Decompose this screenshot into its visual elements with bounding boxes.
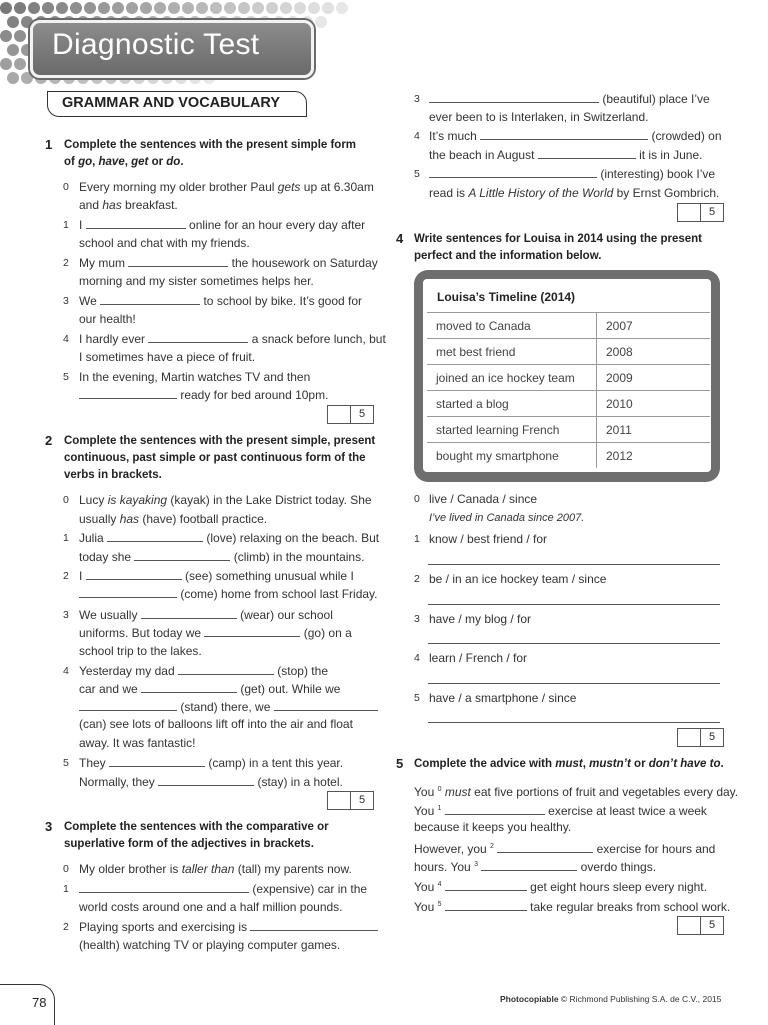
ex1-item-0-cont: and has breakfast. — [79, 198, 178, 212]
decor-dot — [238, 2, 250, 14]
decor-dot — [42, 2, 54, 14]
timeline-title: Louisa’s Timeline (2014) — [437, 290, 576, 304]
decor-dot — [252, 2, 264, 14]
decor-dot — [294, 2, 306, 14]
decor-dot — [98, 2, 110, 14]
item-number: 3 — [414, 613, 420, 625]
decor-dot — [168, 2, 180, 14]
decor-dot — [56, 2, 68, 14]
ex1-item-5-cont: ready for bed around 10pm. — [79, 386, 328, 404]
exercise-3-instruction: Complete the sentences with the comparative or superlative form of the adjectives in brackets. — [64, 821, 329, 850]
ex5-line-3: hours. You $^3$ overdo things. — [414, 860, 657, 874]
ex2-item-3: We usually (wear) our school — [79, 608, 333, 622]
score-input[interactable] — [327, 405, 351, 424]
item-number: 1 — [63, 883, 69, 895]
score-input[interactable] — [677, 916, 701, 935]
ex2-item-5: They (camp) in a tent this year. — [79, 756, 344, 770]
answer-blank[interactable] — [158, 773, 254, 786]
answer-blank[interactable] — [274, 698, 378, 711]
copyright-footer: Photocopiable © Richmond Publishing S.A. de C.V., 2015 — [500, 994, 722, 1004]
answer-line[interactable] — [428, 604, 720, 605]
ex2-item-4: Yesterday my dad (stop) the — [79, 664, 328, 678]
ex1-item-3-cont: our health! — [79, 312, 136, 326]
decor-dot — [140, 2, 152, 14]
ex1-item-0: Every morning my older brother Paul gets up at 6.30am — [79, 180, 374, 194]
decor-dot — [308, 2, 320, 14]
answer-blank[interactable] — [128, 254, 228, 267]
table-row: started learning French 2011 — [427, 417, 710, 443]
answer-blank[interactable] — [107, 529, 203, 542]
page-title: Diagnostic Test — [52, 28, 260, 61]
ex1-item-5: In the evening, Martin watches TV and then — [79, 370, 311, 384]
item-number: 2 — [63, 257, 69, 269]
decor-dot — [14, 58, 26, 70]
answer-blank[interactable] — [79, 880, 249, 893]
ex5-line-2: However, you $^2$ exercise for hours and — [414, 842, 716, 856]
answer-line[interactable] — [428, 564, 720, 565]
decor-dot — [126, 2, 138, 14]
page-number: 78 — [32, 995, 47, 1010]
ex2-item-0: Lucy is kayaking (kayak) in the Lake District today. She — [79, 493, 372, 507]
answer-blank[interactable] — [79, 585, 177, 598]
ex3-item-2: Playing sports and exercising is — [79, 918, 378, 936]
ex2-item-4-cont4: away. It was fantastic! — [79, 736, 196, 750]
decor-dot — [224, 2, 236, 14]
decor-dot — [0, 2, 12, 14]
answer-blank[interactable] — [445, 898, 527, 911]
ex4-prompt-5: have / a smartphone / since — [429, 691, 577, 705]
decor-dot — [196, 2, 208, 14]
ex4-example-answer: I’ve lived in Canada since 2007. — [429, 512, 585, 524]
answer-blank[interactable] — [538, 146, 636, 159]
answer-blank[interactable] — [148, 330, 248, 343]
ex3-item-1: (expensive) car in the — [79, 880, 367, 898]
decor-dot — [315, 16, 327, 28]
answer-blank[interactable] — [178, 662, 274, 675]
item-number: 1 — [63, 219, 69, 231]
ex4-prompt-4: learn / French / for — [429, 651, 528, 665]
exercise-3-number: 3 — [45, 819, 53, 834]
ex2-item-3-cont2: school trip to the lakes. — [79, 644, 202, 658]
decor-dot — [7, 16, 19, 28]
decor-dot — [7, 72, 19, 84]
item-number: 5 — [414, 168, 420, 180]
answer-blank[interactable] — [100, 292, 200, 305]
ex1-item-4: I hardly ever a snack before lunch, but — [79, 332, 386, 346]
answer-line[interactable] — [428, 722, 720, 723]
answer-blank[interactable] — [480, 127, 648, 140]
ex2-item-0-cont: usually has (have) football practice. — [79, 512, 268, 526]
answer-blank[interactable] — [79, 386, 177, 399]
decor-dot — [7, 44, 19, 56]
ex2-item-2: I (see) something unusual while I — [79, 569, 354, 583]
ex4-prompt-1: know / best friend / for — [429, 532, 548, 546]
item-number: 4 — [63, 665, 69, 677]
answer-blank[interactable] — [141, 680, 237, 693]
item-number: 3 — [63, 295, 69, 307]
ex3-item-5: (interesting) book I’ve — [429, 165, 715, 183]
ex5-line-1: You $^1$ exercise at least twice a week — [414, 804, 707, 818]
decor-dot — [70, 2, 82, 14]
item-number: 4 — [63, 333, 69, 345]
ex3-item-4: It’s much (crowded) on — [429, 129, 722, 143]
exercise-1-instruction: Complete the sentences with the present simple form of go, have, get or do. — [64, 139, 357, 168]
ex3-item-3: (beautiful) place I’ve — [429, 90, 710, 108]
exercise-2-number: 2 — [45, 433, 53, 448]
decor-dot — [322, 2, 334, 14]
ex3-item-1-cont: world costs around one and a half million pounds. — [79, 900, 343, 914]
ex3-item-4-cont: the beach in August it is in June. — [429, 148, 703, 162]
ex3-item-5-cont: read is A Little History of the World by Ernst Gombrich. — [429, 186, 720, 200]
item-number: 2 — [414, 573, 420, 585]
score-input[interactable] — [677, 203, 701, 222]
answer-blank[interactable] — [497, 840, 593, 853]
answer-blank[interactable] — [86, 567, 182, 580]
score-input[interactable] — [677, 728, 701, 747]
ex3-item-3-cont: ever been to is Interlaken, in Switzerland. — [429, 110, 649, 124]
ex1-item-1: I online for an hour every day after — [79, 218, 366, 232]
page-number-tab — [0, 984, 55, 1025]
ex2-item-4-cont2: (stand) there, we — [79, 698, 378, 716]
item-number: 3 — [414, 93, 420, 105]
item-number: 5 — [63, 371, 69, 383]
ex1-item-3: We to school by bike. It’s good for — [79, 294, 363, 308]
decor-dot — [154, 2, 166, 14]
decor-dot — [280, 2, 292, 14]
answer-line[interactable] — [428, 683, 720, 684]
ex1-item-1-cont: school and chat with my friends. — [79, 236, 250, 250]
exercise-4-number: 4 — [396, 231, 404, 246]
item-number: 0 — [414, 493, 420, 505]
answer-line[interactable] — [428, 643, 720, 644]
item-number: 5 — [63, 757, 69, 769]
ex1-item-2-cont: morning and my sister sometimes helps her. — [79, 274, 314, 288]
answer-blank[interactable] — [204, 624, 300, 637]
ex2-item-4-cont: car and we (get) out. While we — [79, 682, 341, 696]
item-number: 0 — [63, 494, 69, 506]
answer-blank[interactable] — [79, 698, 177, 711]
exercise-5-instruction: Complete the advice with must, mustn’t or don’t have to. — [414, 758, 724, 770]
answer-blank[interactable] — [429, 90, 599, 103]
item-number: 5 — [414, 692, 420, 704]
answer-blank[interactable] — [134, 548, 230, 561]
item-number: 3 — [63, 609, 69, 621]
answer-blank[interactable] — [86, 216, 186, 229]
ex2-item-1-cont: today she (climb) in the mountains. — [79, 550, 365, 564]
item-number: 4 — [414, 130, 420, 142]
decor-dot — [336, 2, 348, 14]
exercise-1-number: 1 — [45, 137, 53, 152]
ex2-item-3-cont: uniforms. But today we (go) on a — [79, 626, 352, 640]
decor-dot — [84, 2, 96, 14]
decor-dot — [28, 2, 40, 14]
ex4-prompt-0: live / Canada / since — [429, 492, 538, 506]
table-row: joined an ice hockey team 2009 — [427, 365, 710, 391]
ex2-item-2-cont: (come) home from school last Friday. — [79, 585, 378, 603]
ex4-prompt-3: have / my blog / for — [429, 612, 532, 626]
decor-dot — [14, 30, 26, 42]
decor-dot — [210, 2, 222, 14]
item-number: 1 — [63, 532, 69, 544]
answer-blank[interactable] — [429, 165, 597, 178]
ex5-line-0: You $^0$ must eat five portions of fruit and vegetables every day. — [414, 785, 739, 799]
item-number: 1 — [414, 533, 420, 545]
decor-dot — [112, 2, 124, 14]
item-number: 0 — [63, 863, 69, 875]
ex5-line-5: You $^5$ take regular breaks from school work. — [414, 900, 731, 914]
table-row: moved to Canada 2007 — [427, 313, 710, 339]
ex3-item-0: My older brother is taller than (tall) my parents now. — [79, 862, 352, 876]
answer-blank[interactable] — [250, 918, 378, 931]
item-number: 0 — [63, 181, 69, 193]
item-number: 2 — [63, 570, 69, 582]
decor-dot — [0, 58, 12, 70]
ex5-line-1-cont: because it keeps you healthy. — [414, 820, 572, 834]
ex2-item-5-cont: Normally, they (stay) in a hotel. — [79, 775, 343, 789]
decor-dot — [266, 2, 278, 14]
ex1-item-2: My mum the housework on Saturday — [79, 256, 378, 270]
answer-blank[interactable] — [109, 754, 205, 767]
decor-dot — [0, 30, 12, 42]
ex2-item-1: Julia (love) relaxing on the beach. But — [79, 531, 380, 545]
ex1-item-4-cont: I sometimes have a piece of fruit. — [79, 350, 256, 364]
table-row: started a blog 2010 — [427, 391, 710, 417]
answer-blank[interactable] — [481, 858, 577, 871]
table-row: met best friend 2008 — [427, 339, 710, 365]
decor-dot — [14, 2, 26, 14]
section-title: GRAMMAR AND VOCABULARY — [62, 95, 281, 111]
decor-dot — [182, 2, 194, 14]
ex3-item-2-cont: (health) watching TV or playing computer games. — [79, 938, 341, 952]
exercise-5-number: 5 — [396, 756, 404, 771]
ex5-line-4: You $^4$ get eight hours sleep every night. — [414, 880, 707, 894]
score-input[interactable] — [327, 791, 351, 810]
item-number: 2 — [63, 921, 69, 933]
timeline-table — [427, 312, 710, 468]
answer-blank[interactable] — [141, 606, 237, 619]
answer-blank[interactable] — [445, 878, 527, 891]
exercise-2-instruction: Complete the sentences with the present simple, present continuous, past simple or past continuous form of the verbs in brackets. — [64, 435, 376, 481]
item-number: 4 — [414, 652, 420, 664]
table-row: bought my smartphone 2012 — [427, 443, 710, 469]
ex4-prompt-2: be / in an ice hockey team / since — [429, 572, 607, 586]
ex2-item-4-cont3: (can) see lots of balloons lift off into the air and float — [79, 717, 353, 731]
answer-blank[interactable] — [445, 802, 545, 815]
exercise-4-instruction: Write sentences for Louisa in 2014 using the present perfect and the information below. — [414, 233, 703, 262]
